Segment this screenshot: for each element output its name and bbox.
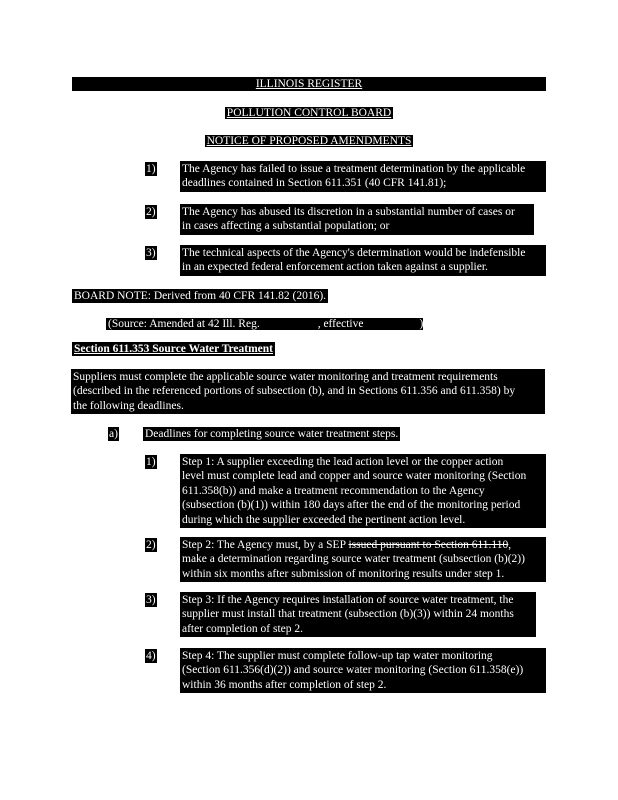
item-2-text: The Agency has abused its discretion in a substantial number of cases or in cases affecting a substantial population; or <box>180 204 534 235</box>
item-number: 2) <box>146 206 156 218</box>
item-1-text: The Agency has failed to issue a treatment determination by the applicable deadlines contained in Section 611.351 (40 CFR 141.81); <box>180 161 546 192</box>
item-3-text: The technical aspects of the Agency's determination would be indefensible in an expected federal enforcement action taken against a supplier. <box>180 245 546 276</box>
board-note: BOARD NOTE: Derived from 40 CFR 141.82 (2016). <box>74 290 327 302</box>
item-number: 3) <box>146 247 156 259</box>
step-3-text: Step 3: If the Agency requires installation of source water treatment, the supplier must install that treatment (subsection (b)(3)) within 24 months after completion of step 2. <box>180 592 536 637</box>
source-line: (Source: Amended at 42 Ill. Reg. , effective ) <box>108 318 424 330</box>
step-2-text: Step 2: The Agency must, by a SEP issued pursuant to Section 611.110, make a determination regarding source water treatment (subsection (b)(2)) within six months after submission of monitoring results under step 1. <box>180 537 546 582</box>
register-title: ILLINOIS REGISTER <box>255 78 363 90</box>
notice-title: NOTICE OF PROPOSED AMENDMENTS <box>206 135 412 147</box>
subsection-number: a) <box>109 428 118 440</box>
redacted-date <box>363 318 419 330</box>
intro-paragraph: Suppliers must complete the applicable source water monitoring and treatment requirements (described in the referenced portions of subsection (b), and in Sections 611.356 and 611.358) by the following deadlines. <box>71 369 545 414</box>
step-4-text: Step 4: The supplier must complete follow-up tap water monitoring (Section 611.356(d)(2)) and source water monitoring (Section 611.358(e)) within 36 months after completion of step 2. <box>180 648 546 693</box>
step-number: 2) <box>146 539 156 551</box>
step-number: 1) <box>146 456 156 468</box>
item-number: 1) <box>146 163 156 175</box>
redacted-reg <box>262 318 318 330</box>
board-title: POLLUTION CONTROL BOARD <box>226 107 392 119</box>
step-number: 3) <box>146 594 156 606</box>
section-title: Section 611.353 Source Water Treatment <box>74 343 273 355</box>
step-1-text: Step 1: A supplier exceeding the lead action level or the copper action level must complete lead and copper and source water monitoring (Section 611.358(b)) and make a treatment recommendation to the Agency (subsection (b)(1)) within 180 days after the end of the monitoring period during which the supplier exceeded the pertinent action level. <box>180 454 546 528</box>
step-number: 4) <box>146 650 156 662</box>
struck-text: issued pursuant to Section 611.110 <box>348 539 509 551</box>
subsection-a-text: Deadlines for completing source water treatment steps. <box>145 428 399 440</box>
